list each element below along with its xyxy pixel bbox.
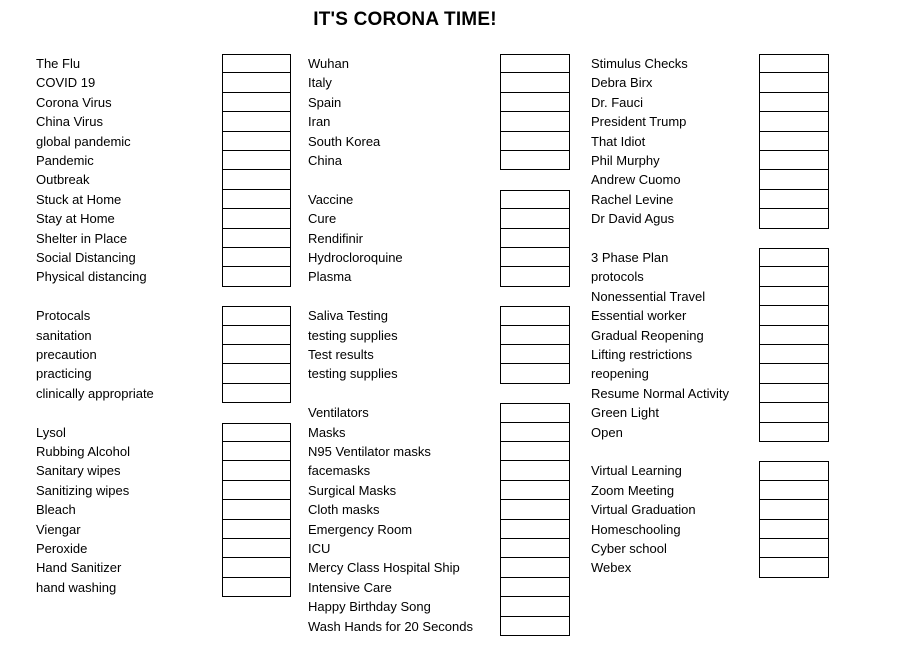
list-item xyxy=(591,306,829,325)
item-label: Hand Sanitizer xyxy=(36,560,122,576)
checkbox-cell[interactable] xyxy=(500,539,570,558)
item-label: Viengar xyxy=(36,521,81,537)
item-label: Green Light xyxy=(591,405,659,421)
item-label: Wuhan xyxy=(308,56,349,71)
item-label: Plasma xyxy=(308,269,352,285)
item-label: hand washing xyxy=(36,579,117,595)
list-item xyxy=(591,500,829,519)
checkbox-cell[interactable] xyxy=(222,306,291,325)
item-label: Pandemic xyxy=(36,153,94,168)
list-item xyxy=(591,345,829,364)
list-item xyxy=(591,267,829,286)
checkbox-cell[interactable] xyxy=(759,481,829,500)
item-label: Lysol xyxy=(36,424,66,440)
item-label: testing supplies xyxy=(308,366,398,382)
item-label: Cure xyxy=(308,211,337,227)
list-item xyxy=(36,132,291,151)
checkbox-cell[interactable] xyxy=(222,345,291,364)
item-label: Stuck at Home xyxy=(36,191,122,207)
checkbox-cell[interactable] xyxy=(500,326,570,345)
checkbox-cell[interactable] xyxy=(500,112,570,131)
list-item xyxy=(308,597,570,616)
checkbox-cell[interactable] xyxy=(222,267,291,286)
item-label: Spain xyxy=(308,94,342,110)
checkbox-cell[interactable] xyxy=(222,384,291,403)
checkbox-cell[interactable] xyxy=(222,442,291,461)
item-label: facemasks xyxy=(308,463,371,479)
item-label: Rendifinir xyxy=(308,230,363,246)
list-item xyxy=(36,209,291,228)
item-label: Iran xyxy=(308,114,331,130)
item-label: Virtual Learning xyxy=(591,463,682,479)
list-item xyxy=(308,93,570,112)
checkbox-cell[interactable] xyxy=(222,73,291,92)
item-label: Emergency Room xyxy=(308,521,413,537)
checkbox-cell[interactable] xyxy=(222,209,291,228)
list-item xyxy=(591,481,829,500)
list-item xyxy=(591,384,829,403)
item-label: South Korea xyxy=(308,133,381,149)
list-item xyxy=(591,248,829,267)
item-label: Phil Murphy xyxy=(591,153,660,168)
list-item xyxy=(308,345,570,364)
list-item xyxy=(308,267,570,286)
list-item xyxy=(591,326,829,345)
checkbox-cell[interactable] xyxy=(222,248,291,267)
item-label: President Trump xyxy=(591,114,687,130)
list-item xyxy=(591,73,829,92)
list-item xyxy=(308,520,570,539)
list-item xyxy=(36,73,291,92)
checkbox-cell[interactable] xyxy=(500,461,570,480)
item-label: Hydrocloroquine xyxy=(308,250,403,265)
item-label: Sanitizing wipes xyxy=(36,482,130,498)
item-label: Mercy Class Hospital Ship xyxy=(308,560,460,576)
list-item xyxy=(308,500,570,519)
list-item xyxy=(308,578,570,597)
list-item xyxy=(308,151,570,170)
item-label: testing supplies xyxy=(308,327,398,343)
checkbox-cell[interactable] xyxy=(500,93,570,112)
checkbox-cell[interactable] xyxy=(222,461,291,480)
list-item xyxy=(36,384,291,403)
checkbox-cell[interactable] xyxy=(500,500,570,519)
list-item xyxy=(36,500,291,519)
checkbox-cell[interactable] xyxy=(222,578,291,597)
item-label: Rachel Levine xyxy=(591,191,674,207)
checkbox-cell[interactable] xyxy=(759,209,829,228)
item-label: Physical distancing xyxy=(36,269,147,285)
checkbox-cell[interactable] xyxy=(500,520,570,539)
item-label: Nonessential Travel xyxy=(591,288,706,304)
checkbox-cell[interactable] xyxy=(222,520,291,539)
list-item xyxy=(308,558,570,577)
checkbox-cell[interactable] xyxy=(759,248,829,267)
checkbox-cell[interactable] xyxy=(222,326,291,345)
list-item xyxy=(308,190,570,209)
checkbox-cell[interactable] xyxy=(759,326,829,345)
item-label: Sanitary wipes xyxy=(36,463,121,479)
item-label: ICU xyxy=(308,541,331,556)
checkbox-cell[interactable] xyxy=(500,597,570,616)
item-label: Rubbing Alcohol xyxy=(36,444,130,459)
checkbox-cell[interactable] xyxy=(222,539,291,558)
checkbox-cell[interactable] xyxy=(759,423,829,442)
checkbox-cell[interactable] xyxy=(759,132,829,151)
item-label: Open xyxy=(591,424,623,440)
list-item xyxy=(36,190,291,209)
list-item xyxy=(308,442,570,461)
checkbox-cell[interactable] xyxy=(222,229,291,248)
list-item xyxy=(308,112,570,131)
checkbox-cell[interactable] xyxy=(759,500,829,519)
checkbox-cell[interactable] xyxy=(222,481,291,500)
checkbox-cell[interactable] xyxy=(500,403,570,422)
item-label: Protocals xyxy=(36,308,91,324)
list-item xyxy=(308,229,570,248)
item-label: Cloth masks xyxy=(308,502,380,518)
list-item xyxy=(308,461,570,480)
list-item xyxy=(308,73,570,92)
checkbox-cell[interactable] xyxy=(222,500,291,519)
item-label: Happy Birthday Song xyxy=(308,599,431,615)
list-item xyxy=(591,93,829,112)
item-label: Debra Birx xyxy=(591,75,653,91)
item-label: N95 Ventilator masks xyxy=(308,444,431,459)
item-label: Zoom Meeting xyxy=(591,482,675,498)
item-label: Gradual Reopening xyxy=(591,327,704,343)
list-item xyxy=(308,306,570,325)
checkbox-cell[interactable] xyxy=(759,93,829,112)
list-item xyxy=(36,326,291,345)
checkbox-cell[interactable] xyxy=(222,132,291,151)
checkbox-cell[interactable] xyxy=(500,54,570,73)
item-label: China Virus xyxy=(36,114,103,130)
list-item xyxy=(591,423,829,442)
item-label: Wash Hands for 20 Seconds xyxy=(308,618,473,634)
checkbox-cell[interactable] xyxy=(222,93,291,112)
item-label: The Flu xyxy=(36,56,81,71)
item-label: Homeschooling xyxy=(591,521,681,537)
checkbox-cell[interactable] xyxy=(222,151,291,170)
checkbox-cell[interactable] xyxy=(500,248,570,267)
checkbox-cell[interactable] xyxy=(759,267,829,286)
list-item xyxy=(308,326,570,345)
list-item xyxy=(36,170,291,189)
checkbox-cell[interactable] xyxy=(759,384,829,403)
checkbox-cell[interactable] xyxy=(759,287,829,306)
list-item xyxy=(308,209,570,228)
list-item xyxy=(36,151,291,170)
list-item xyxy=(308,539,570,558)
checkbox-cell[interactable] xyxy=(500,578,570,597)
item-label: Dr David Agus xyxy=(591,211,675,227)
checkbox-cell[interactable] xyxy=(759,112,829,131)
checkbox-cell[interactable] xyxy=(759,461,829,480)
list-item xyxy=(36,306,291,325)
checkbox-cell[interactable] xyxy=(759,403,829,422)
checkbox-cell[interactable] xyxy=(500,267,570,286)
list-item xyxy=(591,539,829,558)
list-item xyxy=(308,481,570,500)
checkbox-cell[interactable] xyxy=(500,151,570,170)
list-item xyxy=(36,112,291,131)
checkbox-cell[interactable] xyxy=(500,229,570,248)
checkbox-cell[interactable] xyxy=(500,364,570,383)
item-label: Italy xyxy=(308,75,332,91)
item-label: Social Distancing xyxy=(36,250,136,265)
list-item xyxy=(36,229,291,248)
checkbox-cell[interactable] xyxy=(222,558,291,577)
list-item xyxy=(591,112,829,131)
list-item xyxy=(36,558,291,577)
checkbox-cell[interactable] xyxy=(759,190,829,209)
list-item xyxy=(591,151,829,170)
item-label: Ventilators xyxy=(308,405,369,421)
item-label: practicing xyxy=(36,366,92,382)
item-label: reopening xyxy=(591,366,649,382)
checkbox-cell[interactable] xyxy=(500,209,570,228)
item-label: Surgical Masks xyxy=(308,482,397,498)
item-label: Essential worker xyxy=(591,308,687,324)
checkbox-cell[interactable] xyxy=(759,151,829,170)
checkbox-cell[interactable] xyxy=(500,617,570,636)
checkbox-cell[interactable] xyxy=(500,345,570,364)
list-item xyxy=(36,364,291,383)
list-item xyxy=(591,209,829,228)
item-label: Intensive Care xyxy=(308,579,392,595)
list-item xyxy=(308,132,570,151)
checkbox-cell[interactable] xyxy=(759,558,829,577)
checkbox-cell[interactable] xyxy=(500,132,570,151)
item-label: Masks xyxy=(308,424,346,440)
checkbox-cell[interactable] xyxy=(500,190,570,209)
list-item xyxy=(591,403,829,422)
list-item xyxy=(36,267,291,286)
list-item xyxy=(308,364,570,383)
list-item xyxy=(308,617,570,636)
list-item xyxy=(591,287,829,306)
checkbox-cell[interactable] xyxy=(759,345,829,364)
item-label: Lifting restrictions xyxy=(591,347,693,362)
checkbox-cell[interactable] xyxy=(759,54,829,73)
checkbox-cell[interactable] xyxy=(500,423,570,442)
item-label: Dr. Fauci xyxy=(591,94,644,110)
list-item xyxy=(36,423,291,442)
item-label: Vaccine xyxy=(308,191,354,207)
item-label: Virtual Graduation xyxy=(591,502,696,518)
item-label: That Idiot xyxy=(591,133,646,149)
checkbox-cell[interactable] xyxy=(759,306,829,325)
checkbox-cell[interactable] xyxy=(222,423,291,442)
checkbox-cell[interactable] xyxy=(500,558,570,577)
list-item xyxy=(591,170,829,189)
item-label: Peroxide xyxy=(36,541,88,556)
list-item xyxy=(308,54,570,73)
item-label: Corona Virus xyxy=(36,94,112,110)
item-label: Stimulus Checks xyxy=(591,56,688,71)
list-item xyxy=(591,132,829,151)
list-item xyxy=(36,461,291,480)
list-item xyxy=(36,54,291,73)
item-label: Resume Normal Activity xyxy=(591,385,729,401)
item-label: Saliva Testing xyxy=(308,308,388,324)
item-label: China xyxy=(308,153,342,168)
item-label: COVID 19 xyxy=(36,75,96,91)
list-item xyxy=(36,93,291,112)
checkbox-cell[interactable] xyxy=(222,170,291,189)
list-item xyxy=(591,364,829,383)
item-label: Webex xyxy=(591,560,632,576)
item-label: Outbreak xyxy=(36,172,90,188)
list-item xyxy=(36,345,291,364)
item-label: Shelter in Place xyxy=(36,230,128,246)
item-label: 3 Phase Plan xyxy=(591,250,669,265)
item-label: Test results xyxy=(308,347,374,362)
item-label: precaution xyxy=(36,347,97,362)
item-label: clinically appropriate xyxy=(36,385,154,401)
list-item xyxy=(308,423,570,442)
list-item xyxy=(308,403,570,422)
list-item xyxy=(308,248,570,267)
list-item xyxy=(36,539,291,558)
list-item xyxy=(36,520,291,539)
checkbox-cell[interactable] xyxy=(222,54,291,73)
checkbox-cell[interactable] xyxy=(759,539,829,558)
item-label: Cyber school xyxy=(591,541,667,556)
list-item xyxy=(591,54,829,73)
list-item xyxy=(36,442,291,461)
checkbox-cell[interactable] xyxy=(759,170,829,189)
checkbox-cell[interactable] xyxy=(500,442,570,461)
list-item xyxy=(591,558,829,577)
checkbox-cell[interactable] xyxy=(759,73,829,92)
checkbox-cell[interactable] xyxy=(222,364,291,383)
checkbox-cell[interactable] xyxy=(500,306,570,325)
checkbox-cell[interactable] xyxy=(222,112,291,131)
checkbox-cell[interactable] xyxy=(759,520,829,539)
checkbox-cell[interactable] xyxy=(759,364,829,383)
list-item xyxy=(36,481,291,500)
item-label: global pandemic xyxy=(36,133,131,149)
item-label: sanitation xyxy=(36,327,92,343)
checkbox-cell[interactable] xyxy=(500,481,570,500)
list-item xyxy=(591,520,829,539)
checkbox-cell[interactable] xyxy=(500,73,570,92)
list-item xyxy=(591,190,829,209)
item-label: protocols xyxy=(591,269,644,285)
item-label: Bleach xyxy=(36,502,76,518)
list-item xyxy=(36,248,291,267)
list-item xyxy=(36,578,291,597)
checkbox-cell[interactable] xyxy=(222,190,291,209)
item-label: Stay at Home xyxy=(36,211,115,227)
item-label: Andrew Cuomo xyxy=(591,172,681,188)
list-item xyxy=(591,461,829,480)
page-title: IT'S CORONA TIME! xyxy=(313,9,497,30)
